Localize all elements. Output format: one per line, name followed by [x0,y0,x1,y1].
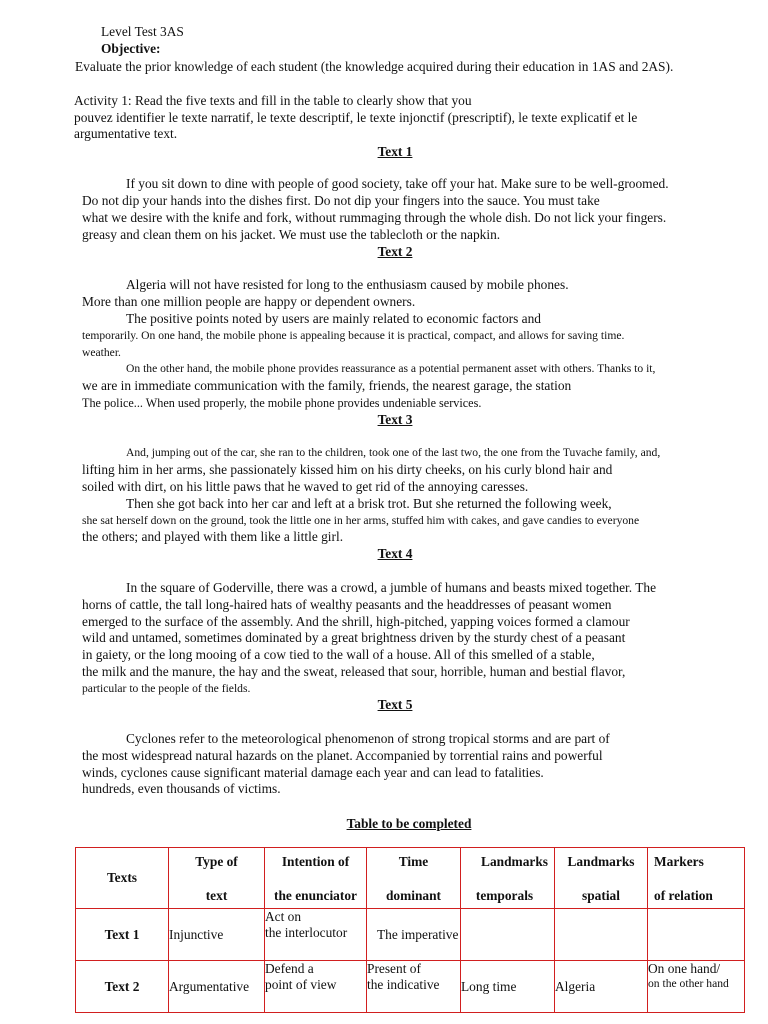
cell-landmarks-spatial [555,909,648,961]
text3-heading: Text 3 [377,412,413,427]
activity-line-1: Activity 1: Read the five texts and fill in the table to clearly show that you [74,93,472,108]
text5-line: hundreds, even thousands of victims. [82,781,281,796]
header-lt-line1: Landmarks [481,854,548,869]
table-row [76,961,745,1013]
text4-line: wild and untamed, sometimes dominated by a great brightness driven by the sturdy chest of a peasant [82,630,626,645]
header-markers [648,848,745,909]
cell-markers [648,961,745,1013]
objective-text: Evaluate the prior knowledge of each student (the knowledge acquired during their education in 1AS and 2AS). [75,59,674,74]
cell-time [367,909,461,961]
text4-line: horns of cattle, the tall long-haired hats of wealthy peasants and the headdresses of peasant women [82,597,612,612]
cell-landmarks-temporal [461,961,555,1013]
header-landmarks-spatial [555,848,648,909]
table-title: Table to be completed [346,816,472,831]
text3-line: lifting him in her arms, she passionately kissed him on his dirty cheeks, on his curly blond hair and [82,462,613,477]
header-intention [265,848,367,909]
header-ls-line1: Landmarks [567,854,635,869]
header-texts [76,848,169,909]
cell-landmarks-temporal [461,909,555,961]
text2-line: The police... When used properly, the mobile phone provides undeniable services. [82,396,482,410]
text2-line: On the other hand, the mobile phone provides reassurance as a potential permanent asset with others. Thanks to it, [126,362,656,375]
text4-line: In the square of Goderville, there was a crowd, a jumble of humans and beasts mixed together. The [126,580,657,595]
objective-label: Objective: [101,41,161,56]
text2-heading: Text 2 [377,244,413,259]
activity-line-2: pouvez identifier le texte narratif, le texte descriptif, le texte injonctif (prescriptif), le texte explicatif et le [74,110,638,125]
row2-text-label: Text 2 [104,978,140,994]
text4-line: the milk and the manure, the hay and the sweat, released that sour, horrible, human and bestial flavor, [82,664,626,679]
cell-time [367,961,461,1013]
header-time [367,848,461,909]
text5-line: Cyclones refer to the meteorological phenomenon of strong tropical storms and are part of [126,731,610,746]
text1-heading: Text 1 [377,144,413,159]
row1-time: The imperative [377,926,459,942]
row2-lt: Long time [461,978,517,994]
text3-line: soiled with dirt, on his little paws that he waved to get rid of the annoying caresses. [82,479,529,494]
row2-mr-line2: on the other hand [648,977,729,990]
header-type-line1: Type of [195,854,238,869]
row2-time-line2: the indicative [367,977,440,992]
header-time-line2: dominant [385,888,442,903]
text4-line: emerged to the surface of the assembly. And the shrill, high-pitched, yapping voices formed a clamour [82,614,630,629]
objective-line [75,59,673,75]
header-intention-line1: Intention of [281,854,350,869]
header-type-line2: text [205,888,228,903]
text2-line: Algeria will not have resisted for long to the enthusiasm caused by mobile phones. [126,277,569,292]
header-type [169,848,265,909]
text1-line: Do not dip your hands into the dishes first. Do not dip your fingers into the sauce. You must take [82,193,600,208]
cell-markers [648,909,745,961]
header-time-line1: Time [398,854,429,869]
text1-line: If you sit down to dine with people of good society, take off your hat. Make sure to be well-groomed. [126,176,669,191]
text5-line: the most widespread natural hazards on the planet. Accompanied by torrential rains and powerful [82,748,603,763]
text3-line: Then she got back into her car and left at a brisk trot. But she returned the following week, [126,496,612,511]
table-header-row [76,848,745,909]
row1-text-label: Text 1 [104,926,140,942]
row1-intent-line2: the interlocutor [265,925,348,940]
text2-line: temporarily. On one hand, the mobile phone is appealing because it is practical, compact, and allows for saving time. [82,329,625,342]
header-intention-line2: the enunciator [274,888,357,903]
row2-type: Argumentative [169,978,250,994]
activity-line-3: argumentative text. [74,126,178,141]
text4-heading: Text 4 [377,546,413,561]
cell-text-name [76,909,169,961]
text2-line: More than one million people are happy or dependent owners. [82,294,416,309]
text4-line: particular to the people of the fields. [82,682,251,695]
cell-type [169,909,265,961]
header-texts-label: Texts [106,870,137,885]
level-title: Level Test 3AS [101,24,184,39]
table-row [76,909,745,961]
analysis-table [75,847,745,1013]
row2-intent-line2: point of view [265,977,337,992]
cell-intention [265,961,367,1013]
row1-type: Injunctive [169,926,224,942]
header-ls-line2: spatial [582,888,620,903]
row2-intent-line1: Defend a [265,961,314,976]
header-markers-line1: Markers [654,854,704,869]
text1-line: greasy and clean them on his jacket. We must use the tablecloth or the napkin. [82,227,501,242]
header-markers-line2: of relation [654,888,713,903]
text2-line: we are in immediate communication with the family, friends, the nearest garage, the station [82,378,572,393]
text3-line: she sat herself down on the ground, took the little one in her arms, stuffed him with cakes, and gave candies to everyone [82,514,640,527]
header-lt-line2: temporals [475,888,534,903]
row2-time-line1: Present of [367,961,421,976]
text3-line: And, jumping out of the car, she ran to the children, took one of the last two, the one from the Tuvache family, and, [126,446,661,459]
text5-line: winds, cyclones cause significant material damage each year and can lead to fatalities. [82,765,544,780]
text1-line: what we desire with the knife and fork, without rummaging through the whole dish. Do not lick your fingers. [82,210,667,225]
cell-intention [265,909,367,961]
row2-ls: Algeria [555,978,596,994]
text2-line: The positive points noted by users are mainly related to economic factors and [126,311,541,326]
row2-mr-line1: On one hand/ [648,961,721,976]
text3-line: the others; and played with them like a little girl. [82,529,344,544]
cell-type [169,961,265,1013]
cell-text-name [76,961,169,1013]
header-landmarks-temporal [461,848,555,909]
text4-line: in gaiety, or the long mooing of a cow tied to the wall of a house. All of this smelled of a stable, [82,647,595,662]
text2-line: weather. [82,346,121,359]
cell-landmarks-spatial [555,961,648,1013]
text5-heading: Text 5 [377,697,413,712]
row1-intent-line1: Act on [265,909,302,924]
